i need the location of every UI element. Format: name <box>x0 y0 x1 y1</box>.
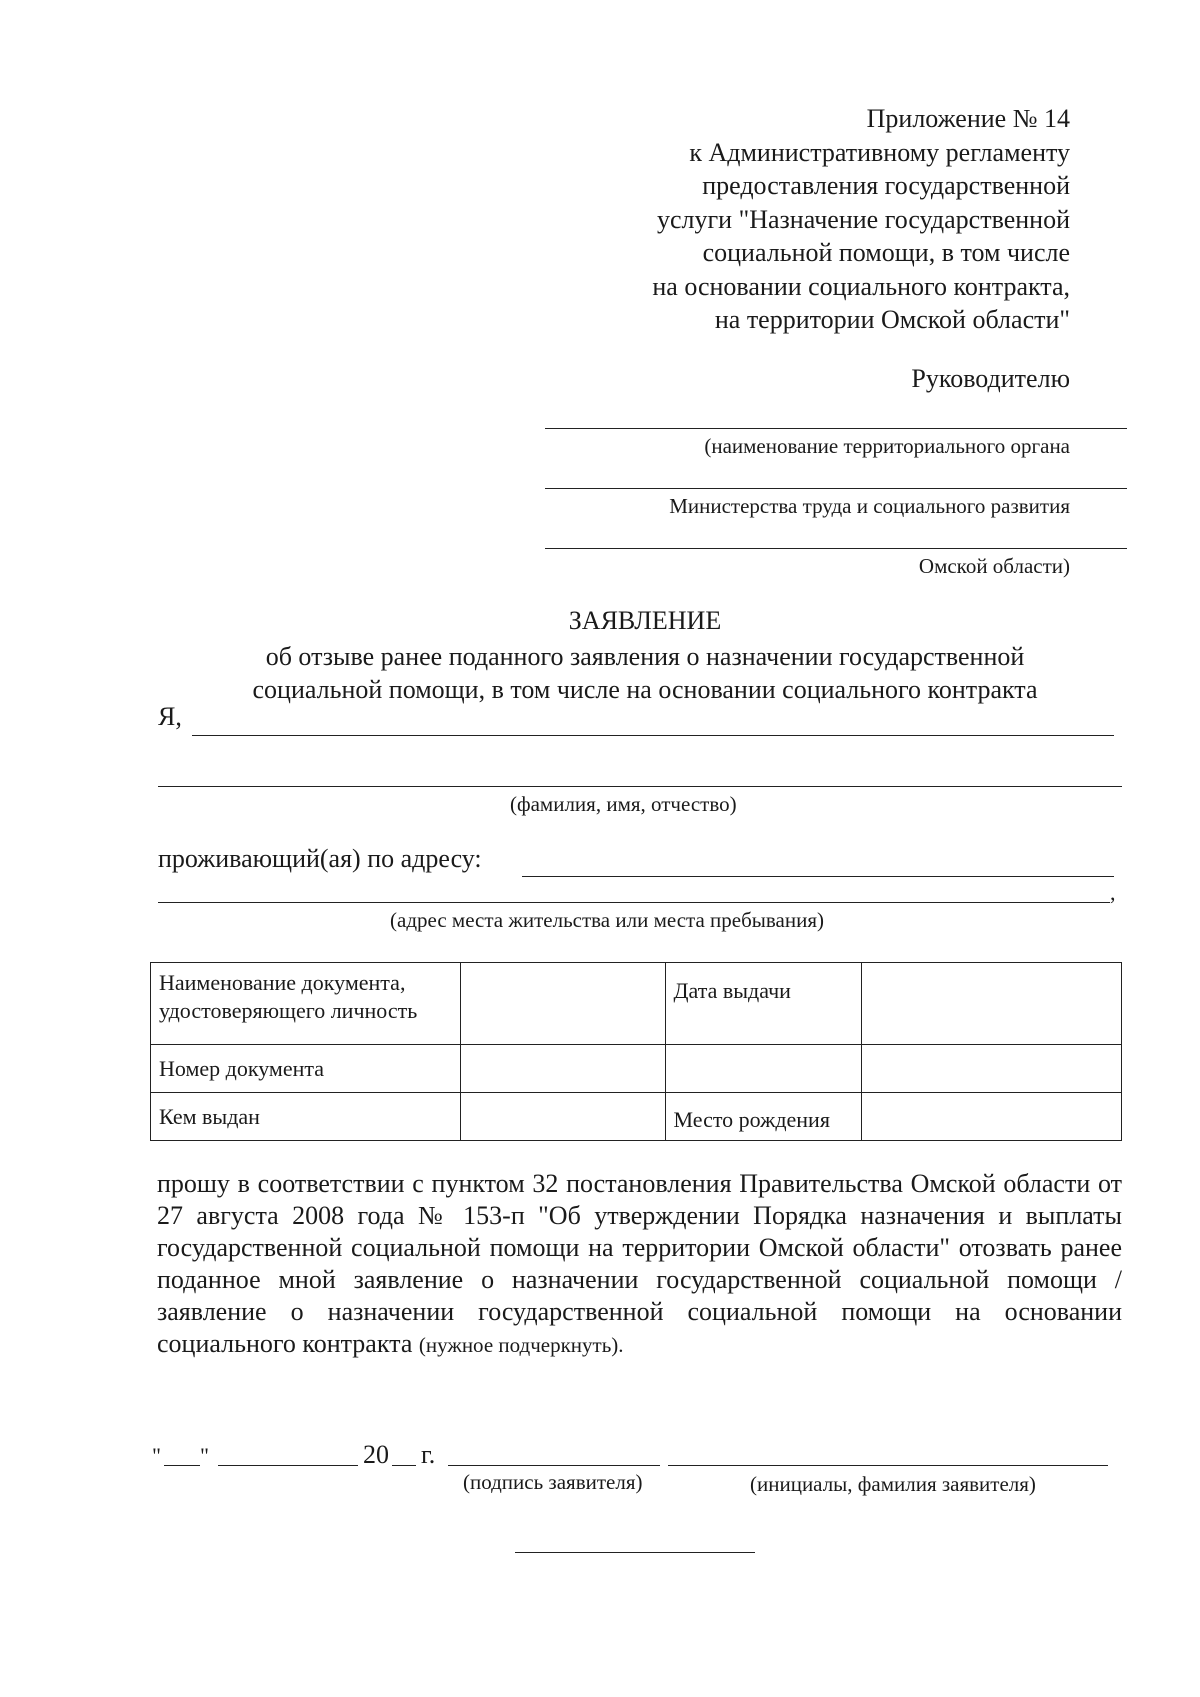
table-row <box>151 963 1122 1045</box>
doc-name-label: Наименование документа, удостоверяющего личность <box>151 963 461 1045</box>
applicant-i-label: Я, <box>158 702 182 731</box>
document-title: ЗАЯВЛЕНИЕ <box>568 606 722 635</box>
address-caption: (адрес места жительства или места пребывания) <box>390 908 824 932</box>
address-comma: , <box>1110 880 1116 905</box>
date-year-suffix: г. <box>421 1440 436 1469</box>
fio-fill-line-2[interactable] <box>158 786 1122 787</box>
birth-place-label: Место рождения <box>665 1093 862 1141</box>
date-month-fill-line[interactable] <box>218 1465 358 1466</box>
table-row <box>151 1045 1122 1093</box>
identity-document-table <box>150 962 1122 1141</box>
date-quote-close: " <box>200 1443 209 1468</box>
doc-number-label: Номер документа <box>151 1045 461 1093</box>
annex-line: предоставления государственной <box>702 171 1070 200</box>
fio-caption: (фамилия, имя, отчество) <box>510 792 737 816</box>
empty-cell <box>665 1045 862 1093</box>
doc-number-value-cell[interactable] <box>460 1045 665 1093</box>
name-fill-line[interactable] <box>668 1465 1108 1466</box>
issue-date-label: Дата выдачи <box>665 963 862 1045</box>
signature-fill-line[interactable] <box>448 1465 660 1466</box>
annex-line: социальной помощи, в том числе <box>702 238 1070 267</box>
doc-name-value-cell[interactable] <box>460 963 665 1045</box>
issued-by-value-cell[interactable] <box>460 1093 665 1141</box>
empty-cell <box>862 1045 1122 1093</box>
issued-by-label: Кем выдан <box>151 1093 461 1141</box>
addressee-to: Руководителю <box>911 364 1070 393</box>
annex-line: к Административному регламенту <box>689 137 1070 167</box>
birth-place-value-cell[interactable] <box>862 1093 1122 1141</box>
annex-line: услуги "Назначение государственной <box>657 204 1070 234</box>
address-label: проживающий(ая) по адресу: <box>158 844 482 873</box>
request-note: (нужное подчеркнуть). <box>418 1333 624 1357</box>
date-year-prefix: 20 <box>363 1440 389 1469</box>
fio-fill-line-1[interactable] <box>192 735 1114 736</box>
addressee-fill-line-2[interactable] <box>545 488 1127 489</box>
addressee-caption-3: Омской области) <box>918 554 1070 578</box>
signature-caption: (подпись заявителя) <box>463 1470 643 1494</box>
addressee-fill-line-1[interactable] <box>545 428 1127 429</box>
issue-date-value-cell[interactable] <box>862 963 1122 1045</box>
date-year-fill-line[interactable] <box>392 1465 416 1466</box>
addressee-fill-line-3[interactable] <box>545 548 1127 549</box>
addressee-caption-2: Министерства труда и социального развития <box>669 494 1070 518</box>
request-text: прошу в соответствии с пунктом 32 постановления Правительства Омской области от 27 августа 2008 года № 153-п "Об утверждении Порядка назначения и выплаты государственной социальной помощи на территории Омской области" отозвать ранее поданное мной заявление о назначении государственной социальной помощи / заявление о назначении государственной социальной помощи на основании социального контракта <box>157 1169 1122 1358</box>
date-day-fill-line[interactable] <box>164 1465 200 1466</box>
address-fill-line-1[interactable] <box>522 876 1114 877</box>
annex-line: Приложение № 14 <box>866 104 1070 133</box>
name-caption: (инициалы, фамилия заявителя) <box>750 1472 1036 1496</box>
document-subtitle-line-1: об отзыве ранее поданного заявления о назначении государственной <box>265 642 1025 671</box>
closing-separator <box>515 1552 755 1553</box>
annex-header <box>510 102 1070 337</box>
annex-line: на территории Омской области" <box>714 305 1070 334</box>
document-subtitle-line-2: социальной помощи, в том числе на основании социального контракта <box>252 675 1038 704</box>
request-paragraph <box>157 1168 1122 1361</box>
table-row <box>151 1093 1122 1141</box>
date-quote-open: " <box>152 1443 161 1468</box>
address-fill-line-2[interactable] <box>158 902 1110 903</box>
annex-line: на основании социального контракта, <box>652 271 1070 301</box>
addressee-caption-1: (наименование территориального органа <box>704 434 1070 458</box>
